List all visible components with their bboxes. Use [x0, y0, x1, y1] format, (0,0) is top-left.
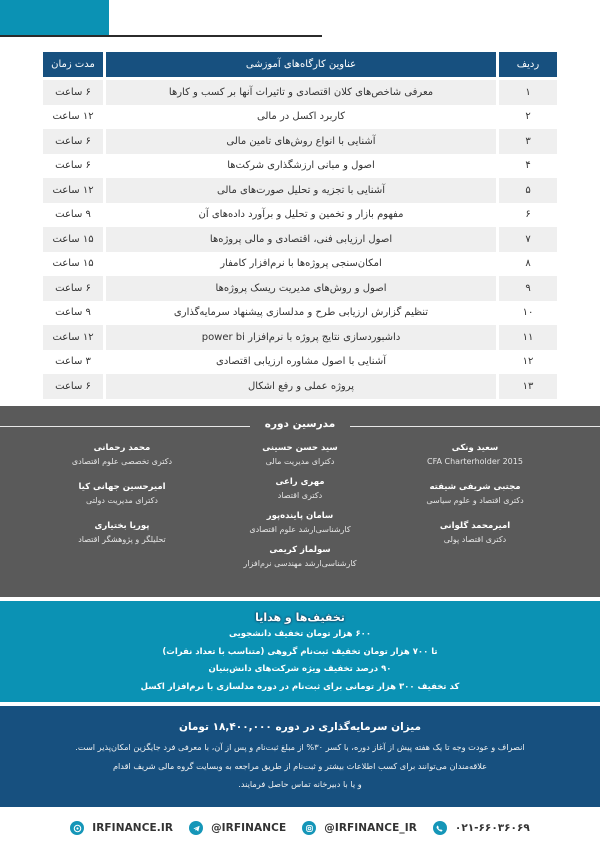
instructor-card [200, 476, 400, 502]
table-row [43, 80, 557, 105]
discount-item: ۶۰۰ هزار تومان تخفیف دانشجویی [228, 629, 372, 639]
instructor-degree: تحلیلگر و پژوهشگر اقتصاد [78, 535, 166, 544]
telegram-text: @IRFINANCE [211, 822, 287, 834]
workshop-title-cell: کاربرد اکسل در مالی [106, 105, 496, 130]
globe-icon [70, 821, 84, 835]
instructors-column-center [200, 442, 400, 578]
table-row [43, 105, 557, 130]
instagram-icon [302, 821, 316, 835]
workshop-title-cell: داشبوردسازی نتایج پروژه با نرم‌افزار power bi [106, 325, 496, 350]
website-link[interactable] [70, 821, 173, 835]
instructor-degree: دکترای مدیریت مالی [265, 457, 335, 466]
discount-item: تا ۷۰۰ هزار تومان تخفیف ثبت‌نام گروهی (متناسب با تعداد نفرات) [162, 646, 438, 657]
instructor-degree: کارشناسی‌ارشد مهندسی نرم‌افزار [243, 559, 357, 568]
phone-text: ۰۲۱-۶۶۰۳۶۰۶۹ [454, 822, 530, 834]
table-row [43, 203, 557, 228]
instructor-degree: CFA Charterholder 2015 [427, 457, 523, 466]
workshop-title-cell: مفهوم بازار و تخمین و تحلیل و برآورد داده‌های آن [106, 203, 496, 228]
table-row [43, 276, 557, 301]
row-number-cell: ۷ [499, 227, 557, 252]
website-text: IRFINANCE.IR [92, 822, 174, 834]
table-row [43, 374, 557, 399]
instructor-card [22, 442, 222, 468]
top-accent-block [0, 0, 109, 36]
investment-note: انصراف و عودت وجه تا یک هفته پیش از آغاز دوره، با کسر ۳۰% از مبلغ ثبت‌نام و پس از آن، با معرفی فرد جایگزین امکان‌پذیر است. [75, 742, 525, 752]
header-row-number: ردیف [499, 52, 557, 77]
table-row [43, 129, 557, 154]
instructor-name: مجتبی شریفی شیفته [429, 482, 521, 492]
investment-note: و یا با دبیرخانه تماس حاصل فرمایند. [238, 779, 362, 789]
instructor-degree: دکتری اقتصاد و علوم سیاسی [426, 496, 524, 505]
discounts-section [0, 601, 600, 702]
table-row [43, 154, 557, 179]
discount-item: ۹۰ درصد تخفیف ویژه شرکت‌های دانش‌بنیان [208, 664, 392, 674]
instructor-card [375, 481, 575, 507]
duration-cell: ۳ ساعت [43, 350, 103, 375]
instagram-text: @IRFINANCE_IR [324, 822, 417, 834]
contact-footer [0, 818, 600, 838]
instructor-degree: دکترای مدیریت دولتی [86, 496, 158, 505]
workshop-title-cell: آشنایی با اصول مشاوره ارزیابی اقتصادی [106, 350, 496, 375]
row-number-cell: ۳ [499, 129, 557, 154]
workshop-title-cell: آشنایی با تجزیه و تحلیل صورت‌های مالی [106, 178, 496, 203]
instructor-name: سعید ونکی [451, 443, 499, 453]
investment-title: میزان سرمایه‌گذاری در دوره ۱۸,۴۰۰,۰۰۰ تومان [179, 721, 421, 733]
instructor-card [375, 520, 575, 546]
instructor-card [200, 544, 400, 570]
header-title: عناوین کارگاه‌های آموزشی [106, 52, 496, 77]
row-number-cell: ۹ [499, 276, 557, 301]
duration-cell: ۱۵ ساعت [43, 252, 103, 277]
duration-cell: ۱۲ ساعت [43, 325, 103, 350]
workshop-title-cell: آشنایی با انواع روش‌های تامین مالی [106, 129, 496, 154]
instructors-title: مدرسین دوره [264, 418, 336, 430]
instructors-column-left [22, 442, 222, 559]
workshop-title-cell: معرفی شاخص‌های کلان اقتصادی و تاثیرات آنها بر کسب و کارها [106, 80, 496, 105]
row-number-cell: ۱ [499, 80, 557, 105]
table-row [43, 178, 557, 203]
duration-cell: ۶ ساعت [43, 154, 103, 179]
instructor-name: پوریا بختیاری [94, 521, 150, 531]
instructor-card [22, 520, 222, 546]
instructors-section [0, 406, 600, 597]
table-row [43, 227, 557, 252]
workshop-title-cell: اصول ارزیابی فنی، اقتصادی و مالی پروژه‌ها [106, 227, 496, 252]
workshops-table [43, 52, 557, 399]
table-row [43, 350, 557, 375]
instructor-name: سولماز کریمی [269, 545, 331, 555]
instagram-link[interactable] [302, 821, 417, 835]
duration-cell: ۹ ساعت [43, 203, 103, 228]
row-number-cell: ۶ [499, 203, 557, 228]
row-number-cell: ۱۳ [499, 374, 557, 399]
phone-icon [433, 821, 447, 835]
instructor-degree: دکتری اقتصاد پولی [443, 535, 507, 544]
instructor-degree: کارشناسی‌ارشد علوم اقتصادی [249, 525, 351, 534]
table-row [43, 252, 557, 277]
row-number-cell: ۴ [499, 154, 557, 179]
instructor-name: سید حسن حسینی [262, 443, 338, 453]
duration-cell: ۱۲ ساعت [43, 178, 103, 203]
investment-note: علاقه‌مندان می‌توانند برای کسب اطلاعات بیشتر و ثبت‌نام از طریق مراجعه به وبسایت گروه مالی شریف اقدام [112, 760, 488, 771]
table-row [43, 301, 557, 326]
instructor-name: امیرحسین جهانی کیا [78, 482, 166, 492]
top-divider-line [0, 35, 322, 37]
row-number-cell: ۲ [499, 105, 557, 130]
workshop-title-cell: تنظیم گزارش ارزیابی طرح و مدلسازی پیشنهاد سرمایه‌گذاری [106, 301, 496, 326]
discount-item: کد تخفیف ۳۰۰ هزار تومانی برای ثبت‌نام در دوره مدلسازی با نرم‌افزار اکسل [140, 681, 460, 692]
table-body [43, 80, 557, 399]
row-number-cell: ۱۲ [499, 350, 557, 375]
duration-cell: ۶ ساعت [43, 129, 103, 154]
row-number-cell: ۱۱ [499, 325, 557, 350]
workshop-title-cell: اصول و مبانی ارزشگذاری شرکت‌ها [106, 154, 496, 179]
instructor-card [200, 510, 400, 536]
header-duration: مدت زمان [43, 52, 103, 77]
workshop-title-cell: امکان‌سنجی پروژه‌ها با نرم‌افزار کامفار [106, 252, 496, 277]
workshop-title-cell: پروژه عملی و رفع اشکال [106, 374, 496, 399]
duration-cell: ۱۲ ساعت [43, 105, 103, 130]
duration-cell: ۶ ساعت [43, 80, 103, 105]
telegram-link[interactable] [189, 821, 286, 835]
telegram-icon [189, 821, 203, 835]
instructor-card [200, 442, 400, 468]
instructor-name: سامان پاینده‌پور [266, 511, 334, 521]
table-header-row [43, 52, 557, 77]
investment-section [0, 706, 600, 807]
instructor-degree: دکتری تخصصی علوم اقتصادی [71, 457, 173, 466]
row-number-cell: ۵ [499, 178, 557, 203]
discounts-title: تخفیف‌ها و هدایا [255, 611, 345, 624]
duration-cell: ۱۵ ساعت [43, 227, 103, 252]
row-number-cell: ۱۰ [499, 301, 557, 326]
duration-cell: ۹ ساعت [43, 301, 103, 326]
instructor-degree: دکتری اقتصاد [277, 491, 323, 500]
table-row [43, 325, 557, 350]
duration-cell: ۶ ساعت [43, 276, 103, 301]
instructors-column-right [375, 442, 575, 559]
instructor-card [22, 481, 222, 507]
instructor-name: محمد رحمانی [93, 443, 151, 453]
instructor-card [375, 442, 575, 468]
duration-cell: ۶ ساعت [43, 374, 103, 399]
phone-link[interactable] [433, 821, 530, 835]
row-number-cell: ۸ [499, 252, 557, 277]
instructor-name: مهری راعی [275, 477, 325, 487]
workshop-title-cell: اصول و روش‌های مدیریت ریسک پروژه‌ها [106, 276, 496, 301]
instructor-name: امیرمحمد گلوانی [439, 521, 511, 531]
